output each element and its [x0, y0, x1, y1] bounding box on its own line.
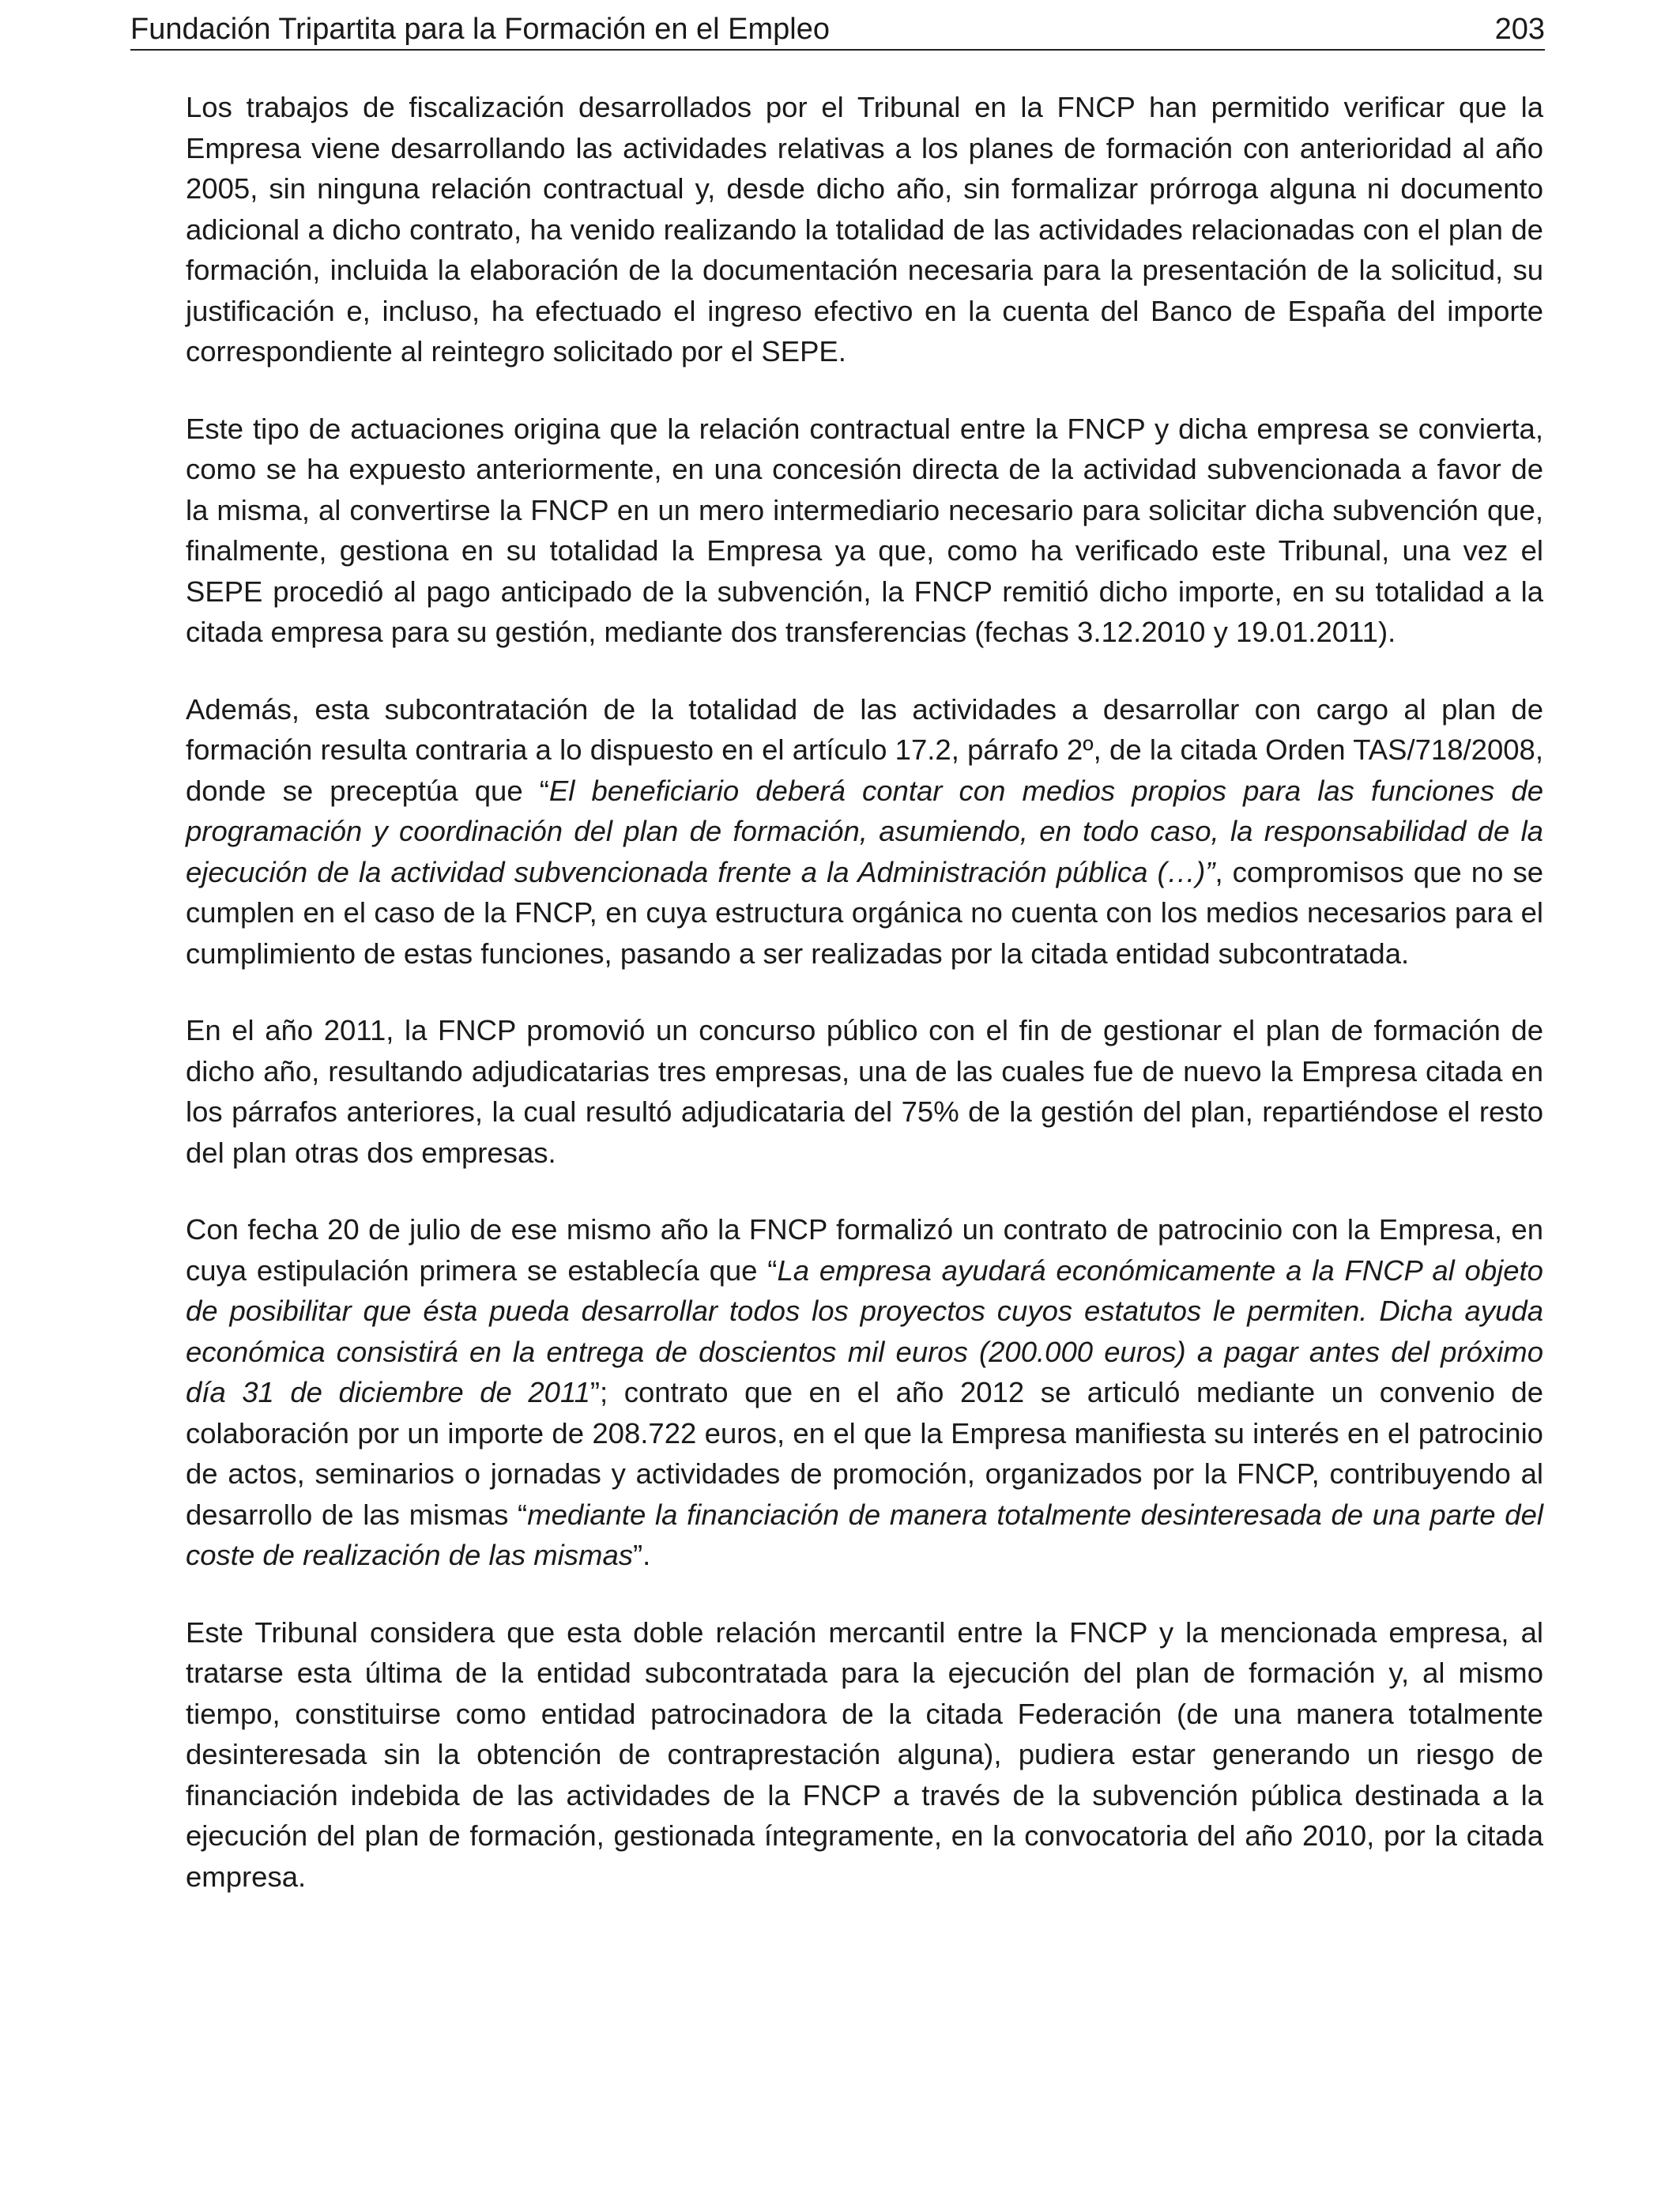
- paragraph-3-text-a: Además, esta subcontratación de la totalidad de las actividades a desarrollar con cargo al plan de formación resulta contraria a lo dispuesto en el artículo 17.2, párrafo 2º, de la citada Orden TAS/718/2008, donde se preceptúa que “: [186, 692, 1543, 807]
- paragraph-3-text-b: , compromisos que no se cumplen en el caso de la FNCP, en cuya estructura orgánica no cuenta con los medios necesarios para el cumplimiento de estas funciones, pasando a ser realizadas por la citada entidad subcontratada.: [186, 855, 1544, 970]
- page-number: 203: [1494, 13, 1545, 46]
- paragraph-5-text-b: ”; contrato que en el año 2012 se articuló mediante un convenio de colaboración por un importe de 208.722 euros, en el que la Empresa manifiesta su interés en el patrocinio de actos, seminarios o jornadas y actividades de promoción, organizados por la FNCP, contribuyendo al desarrollo de las mismas “: [186, 1376, 1543, 1531]
- paragraph-5-text-a: Con fecha 20 de julio de ese mismo año la FNCP formalizó un contrato de patrocinio con la Empresa, en cuya estipulación primera se establecía que “: [186, 1213, 1543, 1287]
- paragraph-5-text-c: ”.: [633, 1539, 651, 1571]
- document-body: [186, 87, 1543, 1933]
- paragraph-3-quote: El beneficiario deberá contar con medios propios para las funciones de programación y coordinación del plan de formación, asumiendo, en todo caso, la responsabilidad de la ejecución de la actividad subvencionada frente a la Administración pública (…)”: [186, 774, 1543, 888]
- page-header: [130, 9, 1545, 51]
- paragraph-2: Este tipo de actuaciones origina que la relación contractual entre la FNCP y dicha empresa se convierta, como se ha expuesto anteriormente, en una concesión directa de la actividad subvencionada a favor de la misma, al convertirse la FNCP en un mero intermediario necesario para solicitar dicha subvención que, finalmente, gestiona en su totalidad la Empresa ya que, como ha verificado este Tribunal, una vez el SEPE procedió al pago anticipado de la subvención, la FNCP remitió dicho importe, en su totalidad a la citada empresa para su gestión, mediante dos transferencias (fechas 3.12.2010 y 19.01.2011).: [186, 412, 1543, 648]
- paragraph-6: Este Tribunal considera que esta doble relación mercantil entre la FNCP y la mencionada empresa, al tratarse esta última de la entidad subcontratada para la ejecución del plan de formación y, al mismo tiempo, constituirse como entidad patrocinadora de la citada Federación (de una manera totalmente desinteresada sin la obtención de contraprestación alguna), pudiera estar generando un riesgo de financiación indebida de las actividades de la FNCP a través de la subvención pública destinada a la ejecución del plan de formación, gestionada íntegramente, en la convocatoria del año 2010, por la citada empresa.: [186, 1615, 1543, 1893]
- header-title: Fundación Tripartita para la Formación en el Empleo: [130, 13, 831, 46]
- paragraph-5-quote-2: mediante la financiación de manera totalmente desinteresada de una parte del coste de realización de las mismas: [186, 1498, 1543, 1571]
- paragraph-5-quote-1: La empresa ayudará económicamente a la FNCP al objeto de posibilitar que ésta pueda desarrollar todos los proyectos cuyos estatutos le permiten. Dicha ayuda económica consistirá en la entrega de doscientos mil euros (200.000 euros) a pagar antes del próximo día 31 de diciembre de 2011: [186, 1253, 1543, 1408]
- paragraph-5: [186, 1209, 1543, 1576]
- paragraph-3: [186, 689, 1543, 974]
- paragraph-4: En el año 2011, la FNCP promovió un concurso público con el fin de gestionar el plan de formación de dicho año, resultando adjudicatarias tres empresas, una de las cuales fue de nuevo la Empresa citada en los párrafos anteriores, la cual resultó adjudicataria del 75% de la gestión del plan, repartiéndose el resto del plan otras dos empresas.: [186, 1014, 1543, 1169]
- paragraph-1: Los trabajos de fiscalización desarrollados por el Tribunal en la FNCP han permitido verificar que la Empresa viene desarrollando las actividades relativas a los planes de formación con anterioridad al año 2005, sin ninguna relación contractual y, desde dicho año, sin formalizar prórroga alguna ni documento adicional a dicho contrato, ha venido realizando la totalidad de las actividades relacionadas con el plan de formación, incluida la elaboración de la documentación necesaria para la presentación de la solicitud, su justificación e, incluso, ha efectuado el ingreso efectivo en la cuenta del Banco de España del importe correspondiente al reintegro solicitado por el SEPE.: [186, 91, 1543, 368]
